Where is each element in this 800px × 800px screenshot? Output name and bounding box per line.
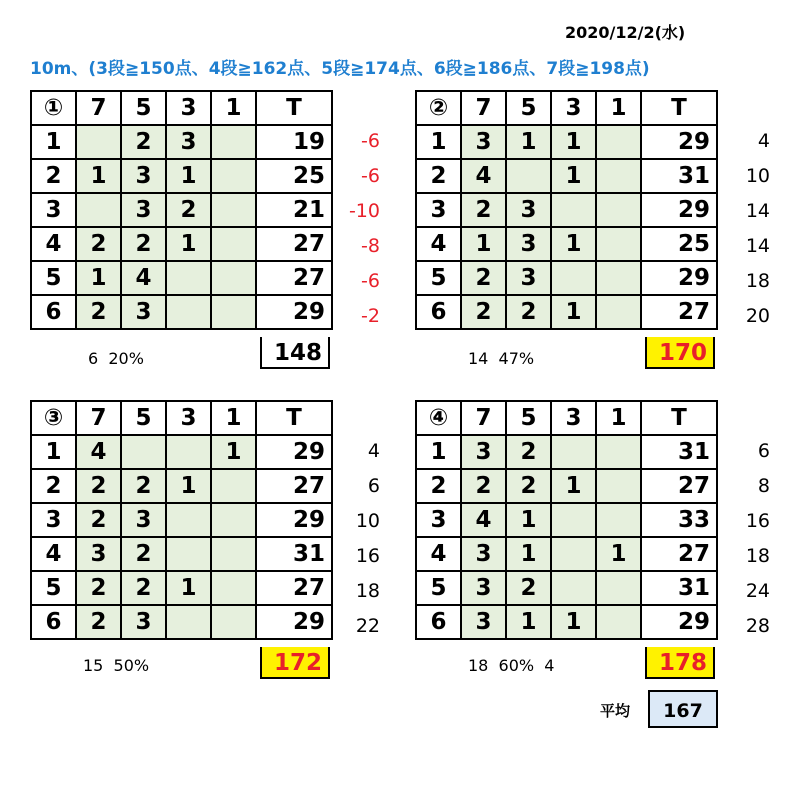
header-1: 1 [211,91,256,125]
cell-1 [211,227,256,261]
cell-total: 29 [641,605,717,639]
header-3: 3 [166,91,211,125]
diff-value: 20 [745,305,770,327]
header-5: 5 [121,401,166,435]
diff-value: 6 [757,440,770,462]
round-4-block [415,400,770,676]
date: 2020/12/2(水) [565,23,686,42]
header-3: 3 [551,91,596,125]
cell-5: 3 [121,503,166,537]
diff-value: 18 [745,270,770,292]
table-row [416,159,717,193]
cell-1: 1 [596,537,641,571]
cell-3 [551,435,596,469]
cell-5: 3 [506,227,551,261]
cell-3: 1 [551,159,596,193]
cell-total: 29 [641,193,717,227]
diff-value: 14 [745,200,770,222]
cell-5: 2 [506,435,551,469]
cell-5: 3 [121,193,166,227]
end-number: 4 [31,227,76,261]
diff-value: 14 [745,235,770,257]
round-label: ④ [416,401,461,435]
cell-7: 3 [461,605,506,639]
header-5: 5 [121,91,166,125]
cell-1 [596,571,641,605]
round-1-block [30,90,380,368]
cell-total: 29 [641,125,717,159]
table-row [416,125,717,159]
header-5: 5 [506,401,551,435]
cell-5 [121,435,166,469]
cell-7 [76,125,121,159]
end-number: 1 [416,125,461,159]
cell-3: 1 [551,469,596,503]
diff-value: -8 [361,235,380,257]
table-row [31,537,332,571]
end-number: 6 [31,295,76,329]
cell-5: 1 [506,503,551,537]
cell-7: 2 [461,295,506,329]
cell-total: 25 [641,227,717,261]
cell-7: 3 [461,537,506,571]
cell-total: 31 [641,571,717,605]
cell-3: 1 [166,159,211,193]
header-5: 5 [506,91,551,125]
cell-1 [211,159,256,193]
diff-value: 4 [367,440,380,462]
diff-value: 18 [355,580,380,602]
cell-1 [596,159,641,193]
end-number: 3 [31,193,76,227]
round-2-total: 170 [645,337,715,369]
end-number: 2 [416,469,461,503]
header-total: T [641,401,717,435]
cell-total: 19 [256,125,332,159]
cell-3: 1 [551,605,596,639]
cell-3: 1 [166,227,211,261]
cell-3: 1 [551,295,596,329]
cell-5: 2 [506,295,551,329]
round-2-table [415,90,718,330]
diff-value: 18 [745,545,770,567]
cell-5: 2 [121,227,166,261]
cell-1 [211,605,256,639]
table-row [416,537,717,571]
round-1-table [30,90,333,330]
cell-1 [211,503,256,537]
end-number: 4 [416,227,461,261]
end-number: 1 [31,125,76,159]
table-row [416,469,717,503]
cell-5: 3 [121,605,166,639]
cell-1 [211,469,256,503]
cell-5: 3 [506,193,551,227]
cell-total: 25 [256,159,332,193]
cell-1 [211,125,256,159]
header-total: T [641,91,717,125]
cell-7: 3 [461,435,506,469]
cell-5: 2 [121,571,166,605]
cell-7: 3 [461,125,506,159]
cell-7: 1 [76,159,121,193]
cell-7: 2 [461,469,506,503]
header-3: 3 [166,401,211,435]
cell-1 [211,537,256,571]
cell-total: 29 [256,503,332,537]
cell-1 [211,193,256,227]
cell-7: 2 [76,227,121,261]
cell-total: 27 [641,469,717,503]
table-row [416,503,717,537]
cell-total: 27 [256,227,332,261]
grade-rule: 10m、(3段≧150点、4段≧162点、5段≧174点、6段≧186点、7段≧198点) [30,59,650,79]
cell-total: 31 [641,159,717,193]
cell-5: 2 [121,469,166,503]
cell-7: 4 [461,159,506,193]
round-3-total: 172 [260,647,330,679]
cell-7: 2 [76,571,121,605]
header-7: 7 [76,91,121,125]
round-4-stats: 18 60% 4 [468,656,555,675]
round-2-block [415,90,770,368]
table-row [31,159,332,193]
cell-1: 1 [211,435,256,469]
table-row [31,571,332,605]
cell-1 [596,227,641,261]
cell-5: 4 [121,261,166,295]
cell-total: 27 [256,261,332,295]
table-row [416,605,717,639]
cell-7: 2 [76,295,121,329]
round-1-total: 148 [260,337,330,369]
round-3-stats: 15 50% [83,656,150,675]
table-row [31,503,332,537]
table-row [31,469,332,503]
cell-7: 2 [76,605,121,639]
cell-7: 2 [461,261,506,295]
diff-value: 24 [745,580,770,602]
cell-3: 1 [166,469,211,503]
end-number: 3 [416,193,461,227]
end-number: 2 [31,159,76,193]
end-number: 5 [416,571,461,605]
cell-3 [166,605,211,639]
diff-value: 6 [367,475,380,497]
cell-total: 29 [256,295,332,329]
cell-7: 4 [76,435,121,469]
cell-7: 1 [76,261,121,295]
header-7: 7 [461,401,506,435]
cell-total: 33 [641,503,717,537]
cell-total: 31 [256,537,332,571]
diff-value: 10 [745,165,770,187]
end-number: 4 [31,537,76,571]
end-number: 3 [31,503,76,537]
cell-5: 1 [506,605,551,639]
cell-5: 3 [506,261,551,295]
cell-1 [596,295,641,329]
cell-5 [506,159,551,193]
diff-value: 28 [745,615,770,637]
cell-3 [551,193,596,227]
cell-3 [551,571,596,605]
end-number: 6 [31,605,76,639]
cell-1 [596,261,641,295]
header-7: 7 [76,401,121,435]
table-row [416,571,717,605]
round-1-stats: 6 20% [88,349,144,368]
cell-3 [551,503,596,537]
round-label: ② [416,91,461,125]
header-total: T [256,401,332,435]
cell-7: 3 [76,537,121,571]
cell-total: 31 [641,435,717,469]
diff-value: 8 [757,475,770,497]
cell-5: 1 [506,125,551,159]
cell-1 [211,295,256,329]
cell-3: 1 [551,227,596,261]
cell-5: 3 [121,159,166,193]
cell-1 [211,571,256,605]
diff-value: -6 [361,130,380,152]
cell-1 [596,469,641,503]
cell-1 [596,125,641,159]
round-2-stats: 14 47% [468,349,535,368]
cell-3 [551,261,596,295]
cell-5: 2 [121,537,166,571]
cell-7: 1 [461,227,506,261]
end-number: 1 [416,435,461,469]
diff-value: 16 [355,545,380,567]
cell-5: 2 [121,125,166,159]
round-label: ③ [31,401,76,435]
diff-value: -6 [361,270,380,292]
cell-7: 2 [76,469,121,503]
header-1: 1 [596,401,641,435]
header-1: 1 [596,91,641,125]
table-row [31,605,332,639]
cell-3 [166,435,211,469]
average-value: 167 [648,690,718,728]
cell-total: 29 [641,261,717,295]
cell-3: 3 [166,125,211,159]
cell-3 [166,503,211,537]
cell-total: 27 [256,571,332,605]
cell-3 [166,537,211,571]
cell-3 [166,261,211,295]
diff-value: -2 [361,305,380,327]
table-row [31,227,332,261]
end-number: 5 [416,261,461,295]
end-number: 6 [416,295,461,329]
cell-total: 27 [641,537,717,571]
header-7: 7 [461,91,506,125]
cell-1 [211,261,256,295]
cell-1 [596,605,641,639]
table-row [31,193,332,227]
cell-7: 3 [461,571,506,605]
end-number: 1 [31,435,76,469]
end-number: 2 [31,469,76,503]
cell-total: 27 [256,469,332,503]
cell-7 [76,193,121,227]
end-number: 3 [416,503,461,537]
table-row [416,227,717,261]
round-3-table [30,400,333,640]
round-4-total: 178 [645,647,715,679]
cell-1 [596,503,641,537]
table-row [416,295,717,329]
cell-1 [596,193,641,227]
table-row [31,435,332,469]
cell-3: 1 [166,571,211,605]
diff-value: 10 [355,510,380,532]
diff-value: 16 [745,510,770,532]
diff-value: 4 [757,130,770,152]
cell-total: 21 [256,193,332,227]
table-row [31,125,332,159]
cell-7: 4 [461,503,506,537]
cell-5: 1 [506,537,551,571]
table-row [416,261,717,295]
end-number: 4 [416,537,461,571]
cell-7: 2 [76,503,121,537]
diff-value: -6 [361,165,380,187]
round-3-diffs [320,434,380,644]
cell-5: 2 [506,469,551,503]
round-label: ① [31,91,76,125]
end-number: 5 [31,571,76,605]
cell-5: 3 [121,295,166,329]
cell-3: 1 [551,125,596,159]
table-row [31,261,332,295]
cell-5: 2 [506,571,551,605]
end-number: 5 [31,261,76,295]
end-number: 2 [416,159,461,193]
end-number: 6 [416,605,461,639]
round-4-diffs [710,434,770,644]
table-row [31,295,332,329]
cell-3 [551,537,596,571]
table-row [416,435,717,469]
round-2-diffs [710,124,770,334]
cell-total: 29 [256,605,332,639]
round-4-table [415,400,718,640]
diff-value: -10 [348,200,380,222]
header-1: 1 [211,401,256,435]
round-3-block [30,400,380,676]
average-label: 平均 [600,702,631,720]
header-total: T [256,91,332,125]
diff-value: 22 [355,615,380,637]
header-3: 3 [551,401,596,435]
cell-7: 2 [461,193,506,227]
cell-total: 27 [641,295,717,329]
cell-1 [596,435,641,469]
table-row [416,193,717,227]
cell-3 [166,295,211,329]
cell-total: 29 [256,435,332,469]
round-1-diffs [320,124,380,334]
cell-3: 2 [166,193,211,227]
